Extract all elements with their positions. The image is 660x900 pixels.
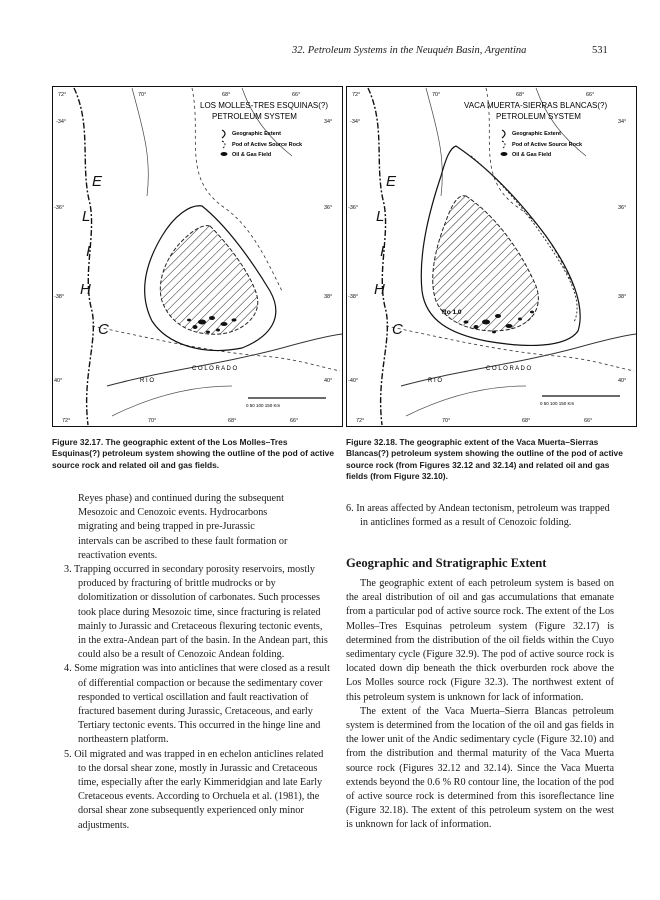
lon-label: 68° bbox=[522, 418, 531, 424]
legend-fields: Oil & Gas Field bbox=[512, 152, 552, 158]
text-line: migrating and being trapped in pre-Jurassic bbox=[78, 521, 255, 533]
section-heading: Geographic and Stratigraphic Extent bbox=[346, 556, 547, 570]
list-item-5: 5. Oil migrated and was trapped in en echelon anticlines related to the dorsal shear zone, mostly in Jurassic and Cretaceous time, especially after the early Kimmeridgian and late Early Cretaceous events. According to Orchuela et al. (1981), the dorsal shear zone subsequently experienced only minor adjustments. bbox=[64, 748, 324, 831]
map-title: LOS MOLLES-TRES ESQUINAS(?) bbox=[200, 101, 329, 110]
lat-label: 36° bbox=[618, 205, 627, 211]
page-number: 531 bbox=[592, 45, 608, 56]
contour-label: Ro 1.0 bbox=[442, 309, 462, 316]
lat-label: -36° bbox=[54, 205, 65, 211]
list-item-6: 6. In areas affected by Andean tectonism, petroleum was trapped in anticlines formed as a result of Cenozoic folding. bbox=[346, 503, 610, 529]
label-rio: R I O bbox=[140, 378, 155, 384]
legend-pod: Pod of Active Source Rock bbox=[512, 142, 583, 148]
lat-label: -36° bbox=[348, 205, 359, 211]
lat-label: 40° bbox=[324, 378, 333, 384]
lat-label: 38° bbox=[618, 294, 627, 300]
running-head: 32. Petroleum Systems in the Neuquén Basin, Argentina bbox=[292, 45, 527, 56]
right-column-body bbox=[346, 577, 614, 833]
figure-caption-32-18: Figure 32.18. The geographic extent of the Vaca Muerta–Sierras Blancas(?) petroleum system showing the outline of the pod of active source rock (from Figures 32.12 and 32.14) and related oil and gas fields (from Figure 32.10). bbox=[346, 437, 623, 481]
lat-label: -38° bbox=[348, 294, 359, 300]
map-subtitle: PETROLEUM SYSTEM bbox=[212, 112, 297, 121]
lat-label: 38° bbox=[324, 294, 333, 300]
chile-letter: H bbox=[374, 281, 385, 298]
lat-label: 34° bbox=[324, 119, 333, 125]
lon-label: 68° bbox=[228, 418, 237, 424]
lat-label: -34° bbox=[56, 119, 67, 125]
scale-label: 0 50 100 150 Km bbox=[246, 403, 281, 408]
lon-label: 72° bbox=[58, 92, 67, 98]
paragraph: The extent of the Vaca Muerta–Sierra Blancas petroleum system is determined from the location of the oil and gas fields in the lower unit of the Andic sedimentary cycle (Figure 32.10) and from the distribution and thermal maturity of the Vaca Muerta source rock (Figures 32.12 and 32.14). Since the Vaca Muerta extends beyond the 0.6 % R0 contour line, the location of the pod of active source rock is determined from this isoreflectance line (Figure 32.18). The extent of this petroleum system on the west is unknown for lack of information. bbox=[346, 705, 614, 831]
lon-label: 70° bbox=[442, 418, 451, 424]
figure-caption-32-17: Figure 32.17. The geographic extent of the Los Molles–Tres Esquinas(?) petroleum system showing the outline of the pod of active source rock and related oil and gas fields. bbox=[52, 437, 334, 470]
chile-letter: I bbox=[86, 243, 91, 260]
continued-text bbox=[64, 492, 332, 563]
label-colorado: C O L O R A D O bbox=[192, 366, 238, 372]
lon-label: 66° bbox=[584, 418, 593, 424]
text-line: Reyes phase) and continued during the subsequent bbox=[78, 493, 284, 504]
scale-label: 0 50 100 150 Km bbox=[540, 401, 575, 406]
right-column-item bbox=[346, 502, 614, 530]
legend-pod: Pod of Active Source Rock bbox=[232, 142, 303, 148]
lat-label: 36° bbox=[324, 205, 333, 211]
lon-label: 68° bbox=[222, 92, 231, 98]
list-item-3: 3. Trapping occurred in secondary porosity reservoirs, mostly produced by fracturing of brittle mudrocks or by dolomitization or dissolution of carbonates. Such processes took place during Mesozoic time, since fracturing is related mainly to Jurassic and Cretaceous flexuring tectonic events, in the extra-Andean part of the basin. In the Andean part, this could also be a result of Cenozoic Andean folding. bbox=[64, 564, 328, 661]
list-item-4: 4. Some migration was into anticlines that were closed as a result of differential compaction or because the sedimentary cover responded to vertical oscillation and fault reactivation of fractured basement during Jurassic, Cretaceous, and early Tertiary tectonic events. This occurred in the hinge line and northeastern platform. bbox=[64, 663, 330, 746]
label-rio: R I O bbox=[428, 378, 443, 384]
lat-label: 34° bbox=[618, 119, 627, 125]
chile-letter: L bbox=[82, 208, 91, 225]
lon-label: 72° bbox=[356, 418, 365, 424]
chile-letter: C bbox=[98, 321, 109, 338]
chile-letter: I bbox=[380, 243, 385, 260]
chile-letter: E bbox=[92, 173, 103, 190]
map-subtitle: PETROLEUM SYSTEM bbox=[496, 112, 581, 121]
legend-field-icon bbox=[221, 152, 228, 156]
lat-label: 40° bbox=[618, 378, 627, 384]
lon-label: 72° bbox=[352, 92, 361, 98]
chile-letter: H bbox=[80, 281, 91, 298]
lon-label: 66° bbox=[292, 92, 301, 98]
paragraph: The geographic extent of each petroleum system is based on the areal distribution of oil and gas accumulations that emanate from a particular pod of active source rock. The extent of the Los Molles–Tres Esquinas petroleum system (Figure 32.17) is determined from the distribution of the oil fields within the Cuyo sedimentary cycle (Figure 32.9). The pod of active source rock is located down dip beneath the thick overburden rock above the Los Molles source rock (Figure 32.3). The northwest extent of this petroleum system is unknown for lack of information. bbox=[346, 578, 614, 703]
left-column bbox=[64, 492, 332, 833]
lon-label: 66° bbox=[586, 92, 595, 98]
lon-label: 72° bbox=[62, 418, 71, 424]
map-vaca-muerta bbox=[346, 86, 637, 427]
lon-label: 68° bbox=[516, 92, 525, 98]
lat-label: -34° bbox=[350, 119, 361, 125]
text-line: reactivation events. bbox=[78, 549, 158, 561]
lon-label: 66° bbox=[290, 418, 299, 424]
lon-label: 70° bbox=[148, 418, 157, 424]
map-title: VACA MUERTA-SIERRAS BLANCAS(?) bbox=[464, 101, 608, 110]
chile-letter: E bbox=[386, 173, 397, 190]
lon-label: 70° bbox=[138, 92, 147, 98]
lat-label: -40° bbox=[348, 378, 359, 384]
label-colorado: C O L O R A D O bbox=[486, 366, 532, 372]
legend-field-icon bbox=[501, 152, 508, 156]
lat-label: -38° bbox=[54, 294, 65, 300]
chile-letter: L bbox=[376, 208, 385, 225]
lon-label: 70° bbox=[432, 92, 441, 98]
lat-label: 40° bbox=[54, 378, 63, 384]
legend-extent: Geographic Extent bbox=[512, 131, 561, 137]
text-line: Mesozoic and Cenozoic events. Hydrocarbons bbox=[78, 507, 268, 519]
legend-extent: Geographic Extent bbox=[232, 131, 281, 137]
text-line: intervals can be ascribed to these fault formation or bbox=[78, 535, 288, 547]
chile-letter: C bbox=[392, 321, 403, 338]
legend-fields: Oil & Gas Field bbox=[232, 152, 272, 158]
map-los-molles bbox=[52, 86, 343, 427]
